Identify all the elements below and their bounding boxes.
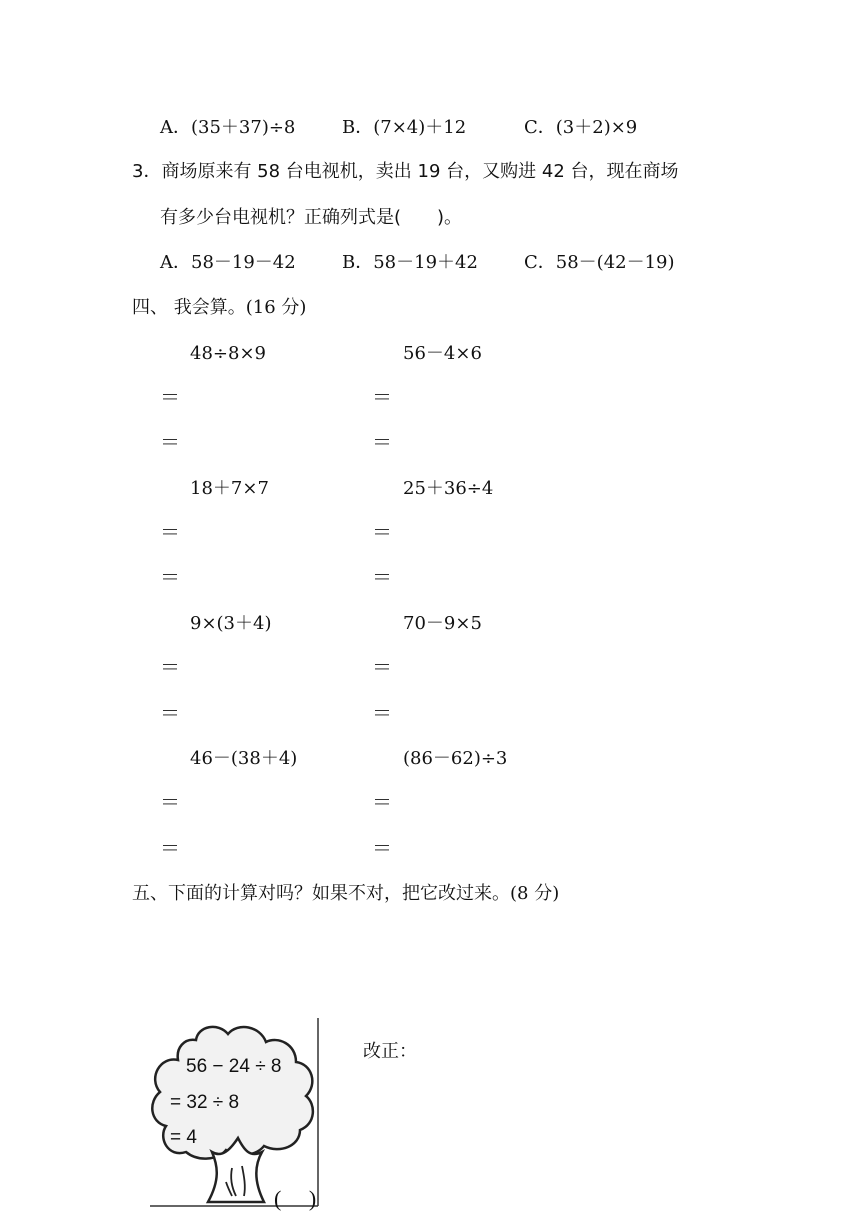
problem-2: 56－4×6 [403, 343, 482, 364]
answer-paren: ( ) [274, 1186, 317, 1211]
equals-sign: ＝ [372, 790, 392, 814]
problem-5: 9×(3＋4) [190, 613, 272, 634]
problem-7: 46－(38＋4) [190, 748, 298, 769]
question-3-line2: 有多少台电视机？正确列式是( )。 [160, 207, 463, 228]
tree-illustration [146, 1016, 346, 1212]
problem-8: (86－62)÷3 [403, 748, 508, 769]
equals-sign: ＝ [160, 701, 180, 725]
problem-6: 70－9×5 [403, 613, 482, 634]
question-3-line1: 3．商场原来有 58 台电视机，卖出 19 台，又购进 42 台，现在商场 [132, 161, 679, 182]
option-c: C．(3＋2)×9 [524, 117, 638, 138]
option-a: A．(35＋37)÷8 [160, 117, 296, 138]
problem-1: 48÷8×9 [190, 343, 266, 364]
equals-sign: ＝ [372, 430, 392, 454]
section-5-heading: 五、下面的计算对吗？如果不对，把它改过来。(8 分) [132, 883, 560, 904]
equals-sign: ＝ [160, 790, 180, 814]
equals-sign: ＝ [160, 430, 180, 454]
option-a: A．58－19－42 [160, 252, 296, 273]
option-b: B．(7×4)＋12 [342, 117, 467, 138]
problem-3: 18＋7×7 [190, 478, 269, 499]
equals-sign: ＝ [160, 836, 180, 860]
tree-line-2: = 32 ÷ 8 [170, 1092, 240, 1113]
correction-label: 改正： [363, 1041, 417, 1062]
section-4-heading: 四、 我会算。(16 分) [132, 297, 307, 318]
equals-sign: ＝ [372, 385, 392, 409]
equals-sign: ＝ [372, 655, 392, 679]
equals-sign: ＝ [372, 836, 392, 860]
equals-sign: ＝ [160, 565, 180, 589]
equals-sign: ＝ [372, 701, 392, 725]
equals-sign: ＝ [160, 655, 180, 679]
tree-line-3: = 4 [170, 1127, 197, 1148]
equals-sign: ＝ [160, 520, 180, 544]
option-c: C．58－(42－19) [524, 252, 675, 273]
problem-4: 25＋36÷4 [403, 478, 494, 499]
equals-sign: ＝ [372, 565, 392, 589]
equals-sign: ＝ [372, 520, 392, 544]
equals-sign: ＝ [160, 385, 180, 409]
option-b: B．58－19＋42 [342, 252, 478, 273]
tree-line-1: 56 − 24 ÷ 8 [186, 1056, 282, 1077]
